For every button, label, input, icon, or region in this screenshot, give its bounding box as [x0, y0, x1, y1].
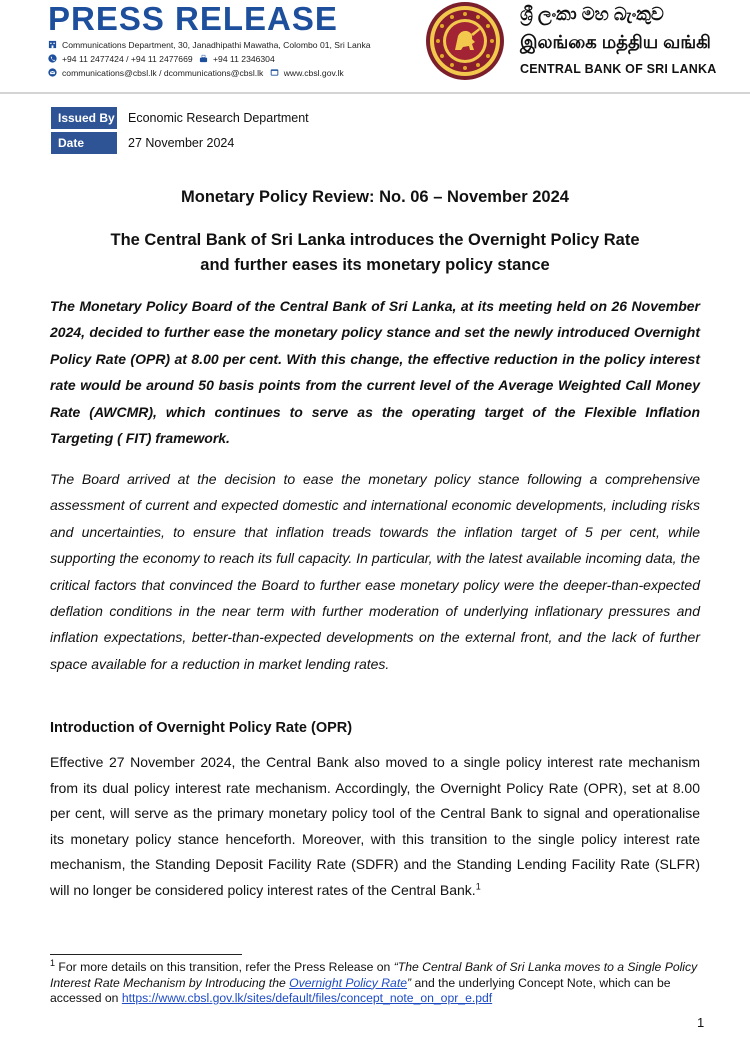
footnote-quoted-title: “The Central Bank of Sri Lanka moves to a Single Policy Interest Rate Mechanism by Introducing the Overnight Policy Rate” — [50, 960, 698, 990]
phone-icon — [48, 54, 57, 63]
page-number: 1 — [697, 1015, 705, 1030]
main-title-line1: The Central Bank of Sri Lanka introduces the Overnight Policy Rate — [110, 231, 640, 249]
bank-name-english: CENTRAL BANK OF SRI LANKA — [520, 62, 717, 76]
bank-name-tamil: இலங்கை மத்திய வங்கி — [520, 32, 711, 52]
header-divider — [0, 92, 750, 94]
section-heading-opr: Introduction of Overnight Policy Rate (OPR) — [50, 720, 353, 736]
central-bank-seal-logo — [425, 0, 505, 82]
opr-press-release-link[interactable]: Overnight Policy Rate — [289, 975, 408, 990]
press-release-header — [0, 0, 750, 96]
fax-icon — [199, 54, 208, 63]
email-text[interactable]: communications@cbsl.lk / dcommunications@cbsl.lk — [62, 68, 264, 78]
phone-text: +94 11 2477424 / +94 11 2477669 — [62, 54, 193, 64]
review-title: Monetary Policy Review: No. 06 – November 2024 — [181, 188, 569, 206]
main-title — [0, 228, 750, 278]
web-icon — [270, 68, 279, 77]
fax-text: +94 11 2346304 — [213, 54, 275, 64]
footnote — [50, 957, 700, 1007]
opr-paragraph — [50, 750, 700, 903]
email-icon — [48, 68, 57, 77]
footnote-marker: 1 — [50, 957, 56, 968]
building-icon — [48, 40, 57, 49]
press-release-title: PRESS RELEASE — [48, 0, 338, 37]
email-web-line — [48, 67, 344, 80]
footnote-reference[interactable]: 1 — [475, 880, 481, 891]
footnote-separator — [50, 954, 242, 955]
date-label: Date — [51, 132, 117, 154]
address-line — [48, 39, 371, 52]
lead-paragraph: The Monetary Policy Board of the Central Bank of Sri Lanka, at its meeting held on 26 November 2024, decided to further ease the monetary policy stance and set the newly introduced Overnight Policy Rate (OPR) at 8.00 per cent. With this change, the effective reduction in the policy interest rate would be around 50 basis points from the current level of the Average Weighted Call Money Rate (AWCMR), which continues to serve as the operating target of the Flexible Inflation Targeting ( FIT) framework. — [50, 298, 700, 447]
issued-by-value: Economic Research Department — [128, 111, 309, 125]
bank-name-sinhala: ශ්‍රී ලංකා මහ බැංකුව — [520, 4, 664, 24]
issued-by-label: Issued By — [51, 107, 117, 129]
concept-note-link[interactable]: https://www.cbsl.gov.lk/sites/default/files/concept_note_on_opr_e.pdf — [121, 991, 493, 1005]
date-value: 27 November 2024 — [128, 136, 235, 150]
board-decision-paragraph: The Board arrived at the decision to ease the monetary policy stance following a comprehensive assessment of current and expected domestic and international economic developments, including risks and uncertainties, to ensure that inflation treads towards the inflation target of 5 per cent, while supporting the economy to reach its full capacity. In particular, with the latest available incoming data, the critical factors that convinced the Board to further ease monetary policy were the deeper-than-expected deflation conditions in the near term with further moderation of underlying inflationary pressures and inflation expectations, better-than-expected developments on the external front, and the lack of further space available for a reduction in market lending rates. — [50, 471, 700, 672]
phone-fax-line — [48, 53, 275, 66]
main-title-line2: and further eases its monetary policy stance — [200, 256, 550, 274]
footnote-text-a: For more details on this transition, refer the Press Release on — [55, 960, 394, 974]
footnote-text-b: and the underlying Concept Note, which can be accessed on — [50, 975, 671, 1005]
address-text: Communications Department, 30, Janadhipathi Mawatha, Colombo 01, Sri Lanka — [62, 40, 371, 50]
website-text[interactable]: www.cbsl.gov.lk — [283, 68, 344, 78]
opr-paragraph-text: Effective 27 November 2024, the Central Bank also moved to a single policy interest rate mechanism from its dual policy interest rate mechanism. Accordingly, the Overnight Policy Rate (OPR), set at 8.00 per cent, will serve as the primary monetary policy tool of the Central Bank to signal and operationalise its monetary policy stance henceforth. Moreover, with this transition to the single policy interest rate mechanism, the Standing Deposit Facility Rate (SDFR) and the Standing Lending Facility Rate (SLFR) will no longer be considered policy interest rates of the Central Bank. — [50, 754, 700, 898]
